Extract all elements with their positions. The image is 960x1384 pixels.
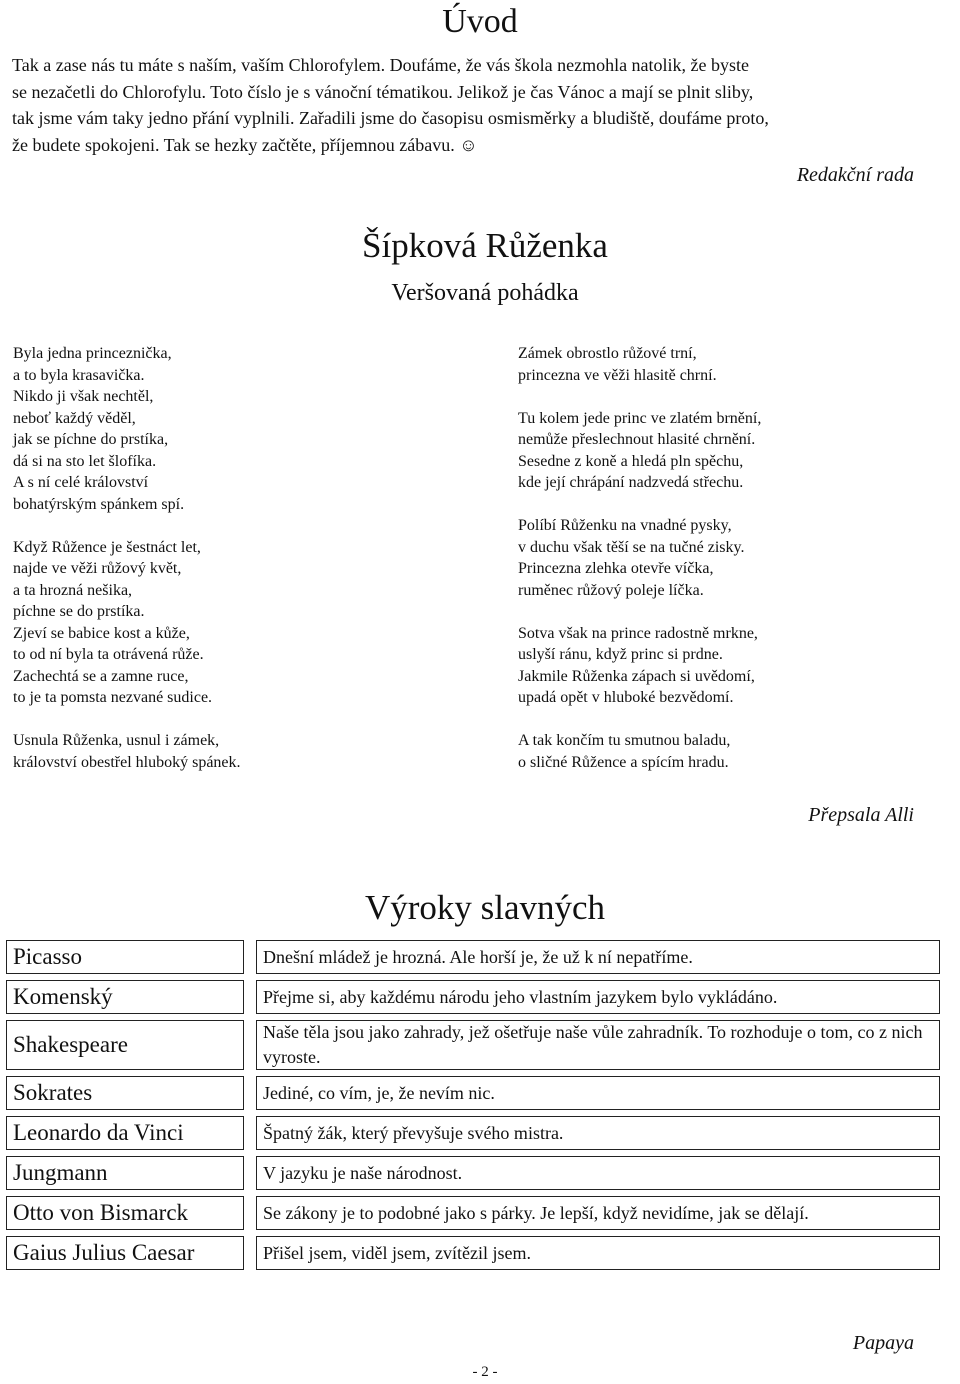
poem-line: a to byla krasavička. [13, 366, 145, 384]
poem-stanza [518, 343, 958, 386]
poem-line: a ta hrozná nešika, [13, 581, 133, 599]
quotes-signature: Papaya [852, 1332, 914, 1354]
quote-author: Shakespeare [6, 1020, 244, 1070]
poem-line: o sličné Růžence a spícím hradu. [518, 753, 729, 771]
intro-line: Tak a zase nás tu máte s naším, vaším Chlorofylem. Doufáme, že vás škola nezmohla natolik, že byste [12, 55, 750, 75]
poem-line: Sotva však na prince radostně mrkne, [518, 624, 758, 642]
poem-line: Sesedne z koně a hledá pln spěchu, [518, 452, 744, 470]
quote-text: Naše těla jsou jako zahrady, jež ošetřuje naše vůle zahradník. To rozhoduje o tom, co z nich vyroste. [256, 1020, 940, 1070]
poem-line: Nikdo ji však nechtěl, [13, 388, 154, 405]
poem-line: v duchu však těší se na tučné zisky. [518, 538, 745, 556]
intro-heading: Úvod [442, 3, 518, 40]
poem-stanza [518, 515, 958, 601]
quote-author: Otto von Bismarck [6, 1196, 244, 1230]
poem-line: království obestřel hluboký spánek. [13, 753, 241, 771]
poem-stanza [13, 537, 453, 709]
poem-line: Políbí Růženku na vnadné pysky, [518, 517, 732, 534]
poem-line: Usnula Růženka, usnul i zámek, [13, 732, 220, 749]
poem-title: Šípková Růženka [362, 226, 608, 265]
poem-line: Zjeví se babice kost a kůže, [13, 624, 190, 642]
poem-line: uslyší ránu, když princ si prdne. [518, 646, 723, 663]
poem-line: Zachechtá se a zamne ruce, [13, 667, 189, 685]
intro-line: že budete spokojeni. Tak se hezky začtěte, příjemnou zábavu. ☺ [12, 134, 478, 155]
poem-line: upadá opět v hluboké bezvědomí. [518, 689, 734, 706]
intro-paragraph [12, 52, 952, 158]
quote-text: Přejme si, aby každému národu jeho vlastním jazykem bylo vykládáno. [256, 980, 940, 1014]
poem-line: nemůže přeslechnout hlasité chrnění. [518, 431, 756, 448]
poem-line: neboť každý věděl, [13, 409, 136, 427]
quote-author: Komenský [6, 980, 244, 1014]
poem-line: to je ta pomsta nezvané sudice. [13, 689, 213, 706]
poem-line: to od ní byla ta otrávená růže. [13, 646, 204, 663]
poem-stanza [518, 730, 958, 773]
intro-signature: Redakční rada [796, 164, 914, 186]
quote-text: Špatný žák, který převyšuje svého mistra. [256, 1116, 940, 1150]
poem-stanza [13, 730, 453, 773]
poem-line: A s ní celé království [13, 474, 149, 491]
poem-subtitle: Veršovaná pohádka [391, 280, 579, 306]
poem-line: Tu kolem jede princ ve zlatém brnění, [518, 409, 762, 427]
quote-author: Picasso [6, 940, 244, 974]
intro-line: se nezačetli do Chlorofylu. Toto číslo je s vánoční tématikou. Jelikož je čas Vánoc a mají se plnit sliby, [12, 81, 754, 102]
quote-author: Sokrates [6, 1076, 244, 1110]
poem-line: najde ve věži růžový květ, [13, 560, 182, 577]
poem-line: ruměnec růžový poleje líčka. [518, 581, 704, 599]
poem-right-column [518, 343, 958, 795]
poem-line: kde její chrápání nadzvedá střechu. [518, 474, 744, 491]
quote-text: V jazyku je naše národnost. [256, 1156, 940, 1190]
poem-stanza [518, 623, 958, 709]
intro-line: tak jsme vám taky jedno přání vyplnili. Zařadili jsme do časopisu osmisměrky a bludiště, doufáme proto, [12, 108, 769, 128]
quote-author: Jungmann [6, 1156, 244, 1190]
quote-text: Se zákony je to podobné jako s párky. Je lepší, když nevidíme, jak se dělají. [256, 1196, 940, 1230]
poem-line: píchne se do prstíka. [13, 603, 145, 620]
poem-line: jak se píchne do prstíka, [13, 431, 169, 448]
poem-line: Princezna zlehka otevře víčka, [518, 560, 714, 577]
poem-line: Byla jedna princeznička, [13, 345, 172, 362]
poem-stanza [13, 343, 453, 515]
poem-line: princezna ve věži hlasitě chrní. [518, 366, 717, 384]
quote-author: Gaius Julius Caesar [6, 1236, 244, 1270]
poem-line: Když Růžence je šestnáct let, [13, 538, 201, 556]
poem-stanza [518, 408, 958, 494]
quotes-table [6, 940, 940, 1270]
quote-author: Leonardo da Vinci [6, 1116, 244, 1150]
poem-line: bohatýrským spánkem spí. [13, 495, 185, 513]
quote-text: Přišel jsem, viděl jsem, zvítězil jsem. [256, 1236, 940, 1270]
quote-text: Jediné, co vím, je, že nevím nic. [256, 1076, 940, 1110]
quote-text: Dnešní mládež je hrozná. Ale horší je, že už k ní nepatříme. [256, 940, 940, 974]
poem-signature: Přepsala Alli [808, 804, 914, 826]
page-number: - 2 - [472, 1364, 498, 1380]
poem-line: Jakmile Růženka zápach si uvědomí, [518, 667, 755, 685]
poem-line: A tak končím tu smutnou baladu, [518, 732, 731, 749]
poem-left-column [13, 343, 453, 795]
poem-line: Zámek obrostlo růžové trní, [518, 345, 697, 362]
quotes-title: Výroky slavných [364, 888, 606, 927]
poem-line: dá si na sto let šlofíka. [13, 452, 157, 470]
